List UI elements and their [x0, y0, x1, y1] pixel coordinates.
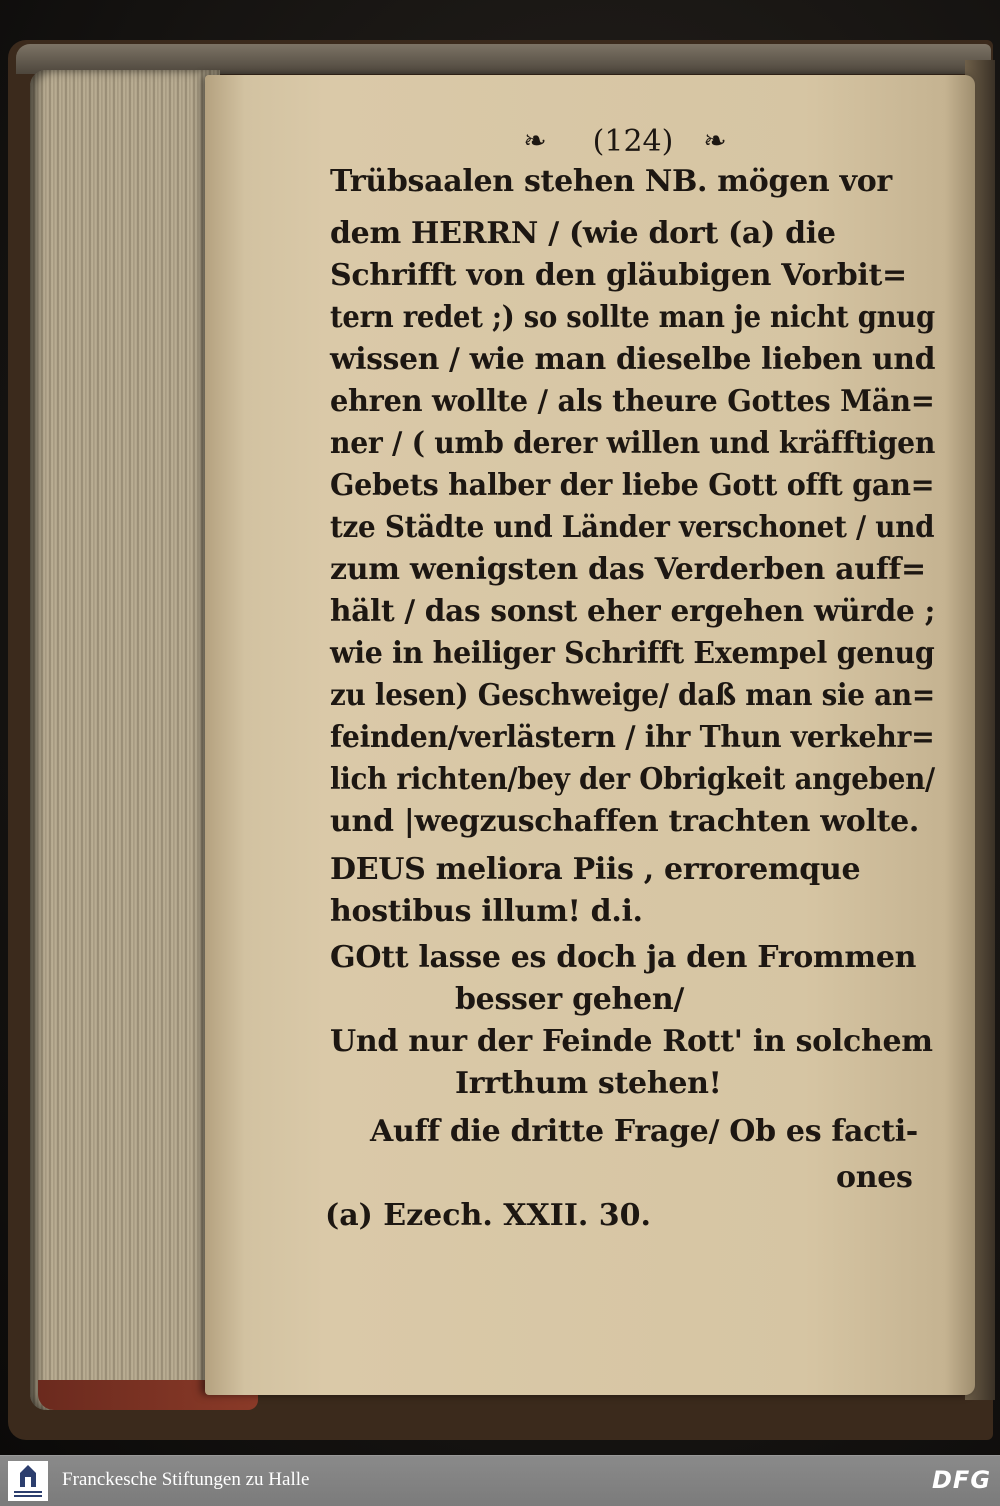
text-line: hält / das sonst eher ergehen würde ; [330, 594, 936, 629]
text-line: ehren wollte / als theure Gottes Män= [330, 384, 935, 419]
text-line: besser gehen/ [455, 982, 685, 1017]
text-line: feinden/verlästern / ihr Thun verkehr= [330, 720, 935, 755]
text-line: tern redet ;) so sollte man je nicht gnug [330, 300, 935, 335]
text-line: wie in heiliger Schrifft Exempel genug [330, 636, 935, 671]
text-line: Und nur der Feinde Rott' in solchem [330, 1024, 933, 1059]
text-line: Schrifft von den gläubigen Vorbit= [330, 258, 907, 293]
text-line: Irrthum stehen! [455, 1066, 722, 1101]
page-header [505, 118, 755, 168]
text-line: zum wenigsten das Verderben auff= [330, 552, 926, 587]
text-line: wissen / wie man dieselbe lieben und [330, 342, 936, 377]
text-line: ner / ( umb derer willen und kräfftigen [330, 426, 936, 461]
ornament-right-icon: ❧ [703, 124, 727, 157]
text-line: DEUS meliora Piis , erroremque [330, 852, 861, 887]
text-line: Trübsaalen stehen NB. mögen vor [330, 164, 892, 199]
ornament-left-icon: ❧ [523, 124, 547, 157]
page-number: (124) [592, 124, 674, 159]
text-line: tze Städte und Länder verschonet / und [330, 510, 935, 545]
viewer-footer [0, 1455, 1000, 1506]
catchword: ones [836, 1160, 913, 1195]
text-line: und |wegzuschaffen trachten wolte. [330, 804, 920, 839]
footnote: (a) Ezech. XXII. 30. [325, 1198, 651, 1233]
text-line: lich richten/bey der Obrigkeit angeben/ [330, 762, 935, 797]
text-line: zu lesen) Geschweige/ daß man sie an= [330, 678, 935, 713]
text-line: dem HERRN / (wie dort (a) die [330, 216, 836, 251]
dfg-logo[interactable]: DFG [932, 1466, 992, 1494]
institution-logo-icon [8, 1461, 48, 1501]
institution-name[interactable]: Franckesche Stiftungen zu Halle [62, 1469, 310, 1490]
text-line: Gebets halber der liebe Gott offt gan= [330, 468, 935, 503]
text-line: Auff die dritte Frage/ Ob es facti- [370, 1114, 918, 1149]
text-line: hostibus illum! d.i. [330, 894, 643, 929]
page-stack [30, 70, 220, 1410]
text-line: GOtt lasse es doch ja den Frommen [330, 940, 917, 975]
